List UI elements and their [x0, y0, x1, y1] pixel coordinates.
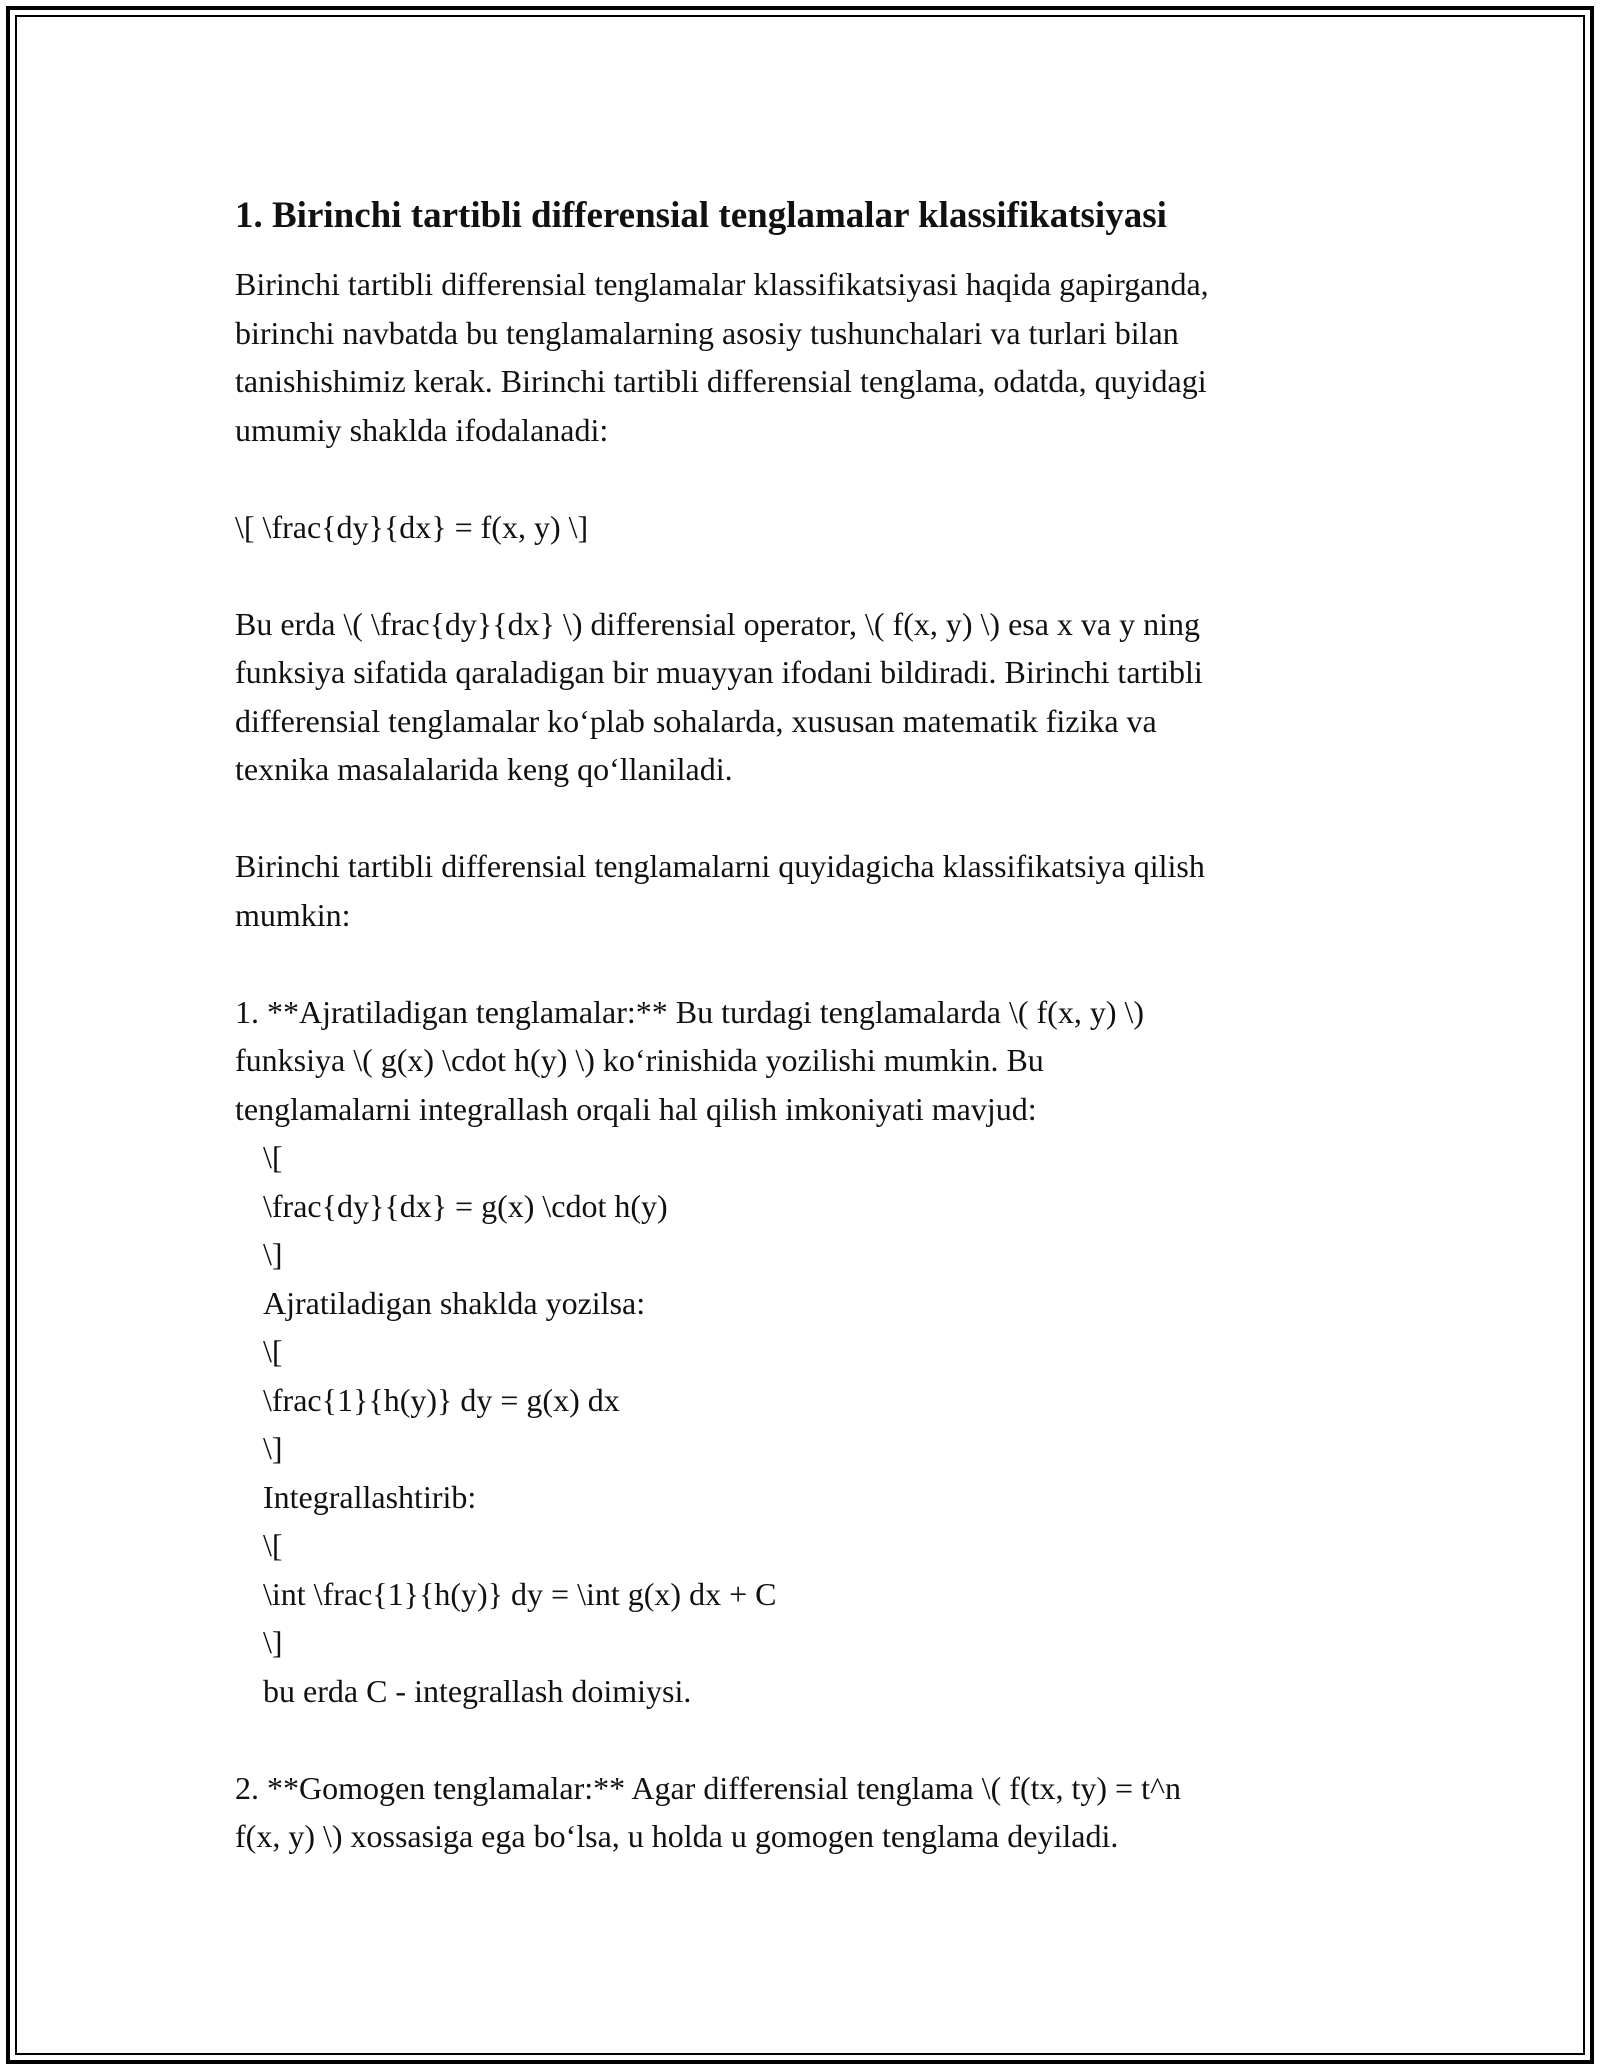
text-line: Ajratiladigan shaklda yozilsa: [263, 1284, 646, 1321]
formula-line: \[ [263, 1333, 283, 1369]
text-line: tenglamalarni integrallash orqali hal qilish imkoniyati mavjud: [235, 1090, 1037, 1127]
formula-block [235, 1133, 1375, 1715]
text-line: Birinchi tartibli differensial tenglamalar klassifikatsiyasi haqida gapirganda, [235, 266, 1209, 302]
text-line: umumiy shaklda ifodalanadi: [235, 411, 609, 448]
blank-line [235, 794, 1375, 843]
blank-line [235, 1715, 1375, 1764]
text-line: f(x, y) \) xossasiga ega bo‘lsa, u holda u gomogen tenglama deyiladi. [235, 1818, 1119, 1854]
blank-line [235, 551, 1375, 600]
text-line: bu erda C - integrallash doimiysi. [263, 1672, 692, 1709]
intro-paragraph [235, 260, 1375, 454]
section-heading: 1. Birinchi tartibli differensial tenglamalar klassifikatsiyasi [235, 195, 1167, 236]
text-line: funksiya sifatida qaraladigan bir muayyan ifodani bildiradi. Birinchi tartibli [235, 654, 1203, 690]
blank-line [235, 939, 1375, 988]
formula-line: \] [263, 1236, 283, 1272]
text-line: Birinchi tartibli differensial tenglamalarni quyidagicha klassifikatsiya qilish [235, 848, 1205, 884]
text-line: differensial tenglamalar ko‘plab sohalarda, xususan matematik fizika va [235, 702, 1157, 739]
text-line: funksiya \( g(x) \cdot h(y) \) ko‘rinishida yozilishi mumkin. Bu [235, 1042, 1044, 1078]
formula-line: \[ [263, 1527, 283, 1563]
formula-line: \[ [263, 1139, 283, 1175]
text-line: Bu erda \( \frac{dy}{dx} \) differensial operator, \( f(x, y) \) esa x va y ning [235, 605, 1201, 642]
text-line: Integrallashtirib: [263, 1478, 477, 1515]
text-line: texnika masalalarida keng qo‘llaniladi. [235, 751, 733, 787]
text-line: tanishishimiz kerak. Birinchi tartibli differensial tenglama, odatda, quyidagi [235, 363, 1207, 399]
text-line: 2. **Gomogen tenglamalar:** Agar differensial tenglama \( f(tx, ty) = t^n [235, 1769, 1181, 1806]
text-line: birinchi navbatda bu tenglamalarning asosiy tushunchalari va turlari bilan [235, 314, 1179, 351]
formula-line: \frac{1}{h(y)} dy = g(x) dx [263, 1381, 620, 1418]
list-item-separable-equations [235, 988, 1375, 1716]
formula-line: \frac{dy}{dx} = g(x) \cdot h(y) [263, 1187, 668, 1224]
text-line: mumkin: [235, 896, 351, 933]
blank-line [235, 454, 1375, 503]
explanation-paragraph [235, 600, 1375, 794]
list-item-homogeneous-equations [235, 1764, 1375, 1861]
classification-intro-paragraph [235, 842, 1375, 939]
text-line: 1. **Ajratiladigan tenglamalar:** Bu turdagi tenglamalarda \( f(x, y) \) [235, 993, 1145, 1030]
formula-line: \] [263, 1430, 283, 1466]
formula-line: \] [263, 1624, 283, 1660]
formula-line: \int \frac{1}{h(y)} dy = \int g(x) dx + C [263, 1575, 777, 1612]
general-formula: \[ \frac{dy}{dx} = f(x, y) \] [235, 508, 589, 545]
document-body [235, 192, 1375, 1861]
